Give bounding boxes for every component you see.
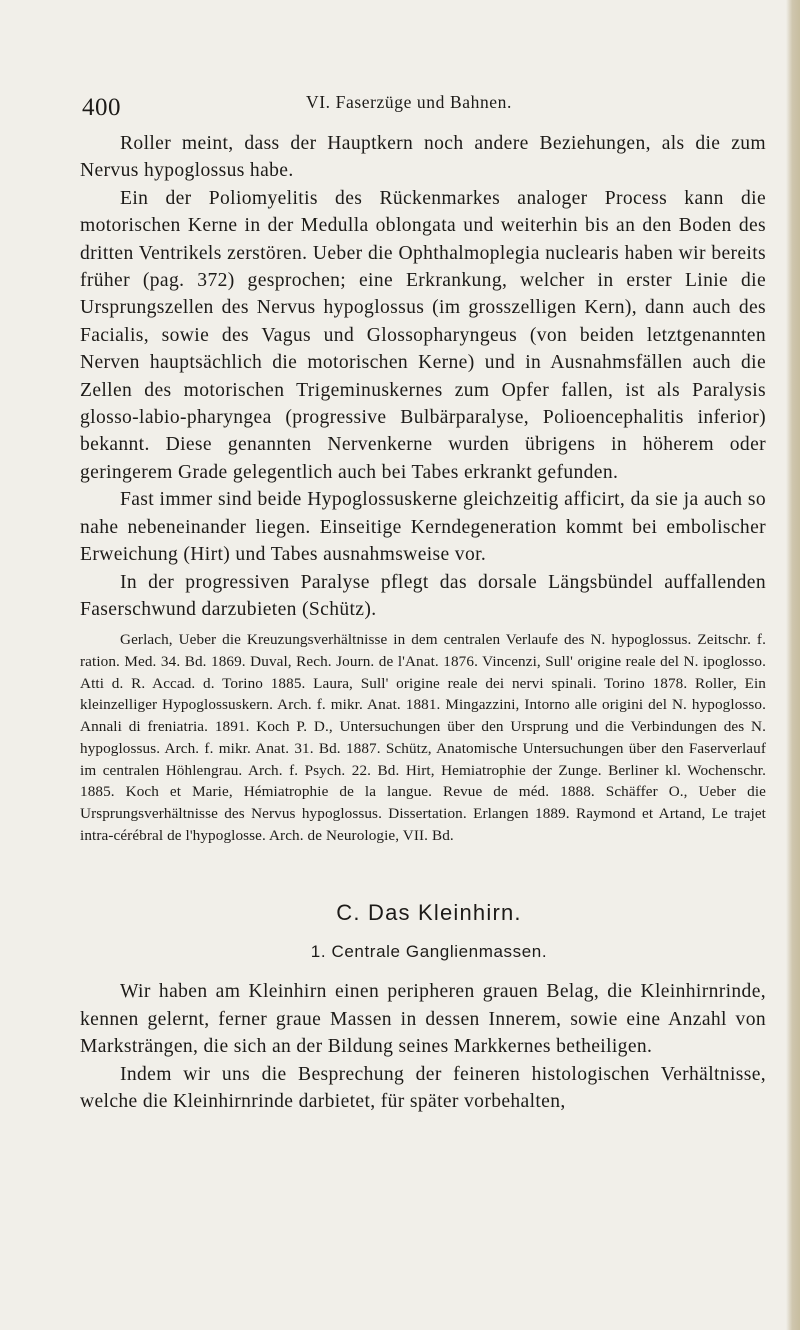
paragraph: Ein der Poliomyelitis des Rückenmarkes analoger Process kann die motorischen Kerne in der Medulla oblongata und weiterhin bis an den Boden des dritten Ventrikels zerstören. Ueber die Ophthalmoplegia nuclearis haben wir bereits früher (pag. 372) gesprochen; eine Erkrankung, welcher in erster Linie die Ursprungszellen des Nervus hypoglossus (im grosszelligen Kern), dann auch des Facialis, sowie des Vagus und Glossopharyngeus (von beiden letztgenannten Nerven hauptsächlich die motorischen Kerne) und in Ausnahmsfällen auch die Zellen des motorischen Trigeminuskernes zum Opfer fallen, ist als Paralysis glosso-labio-pharyngea (progressive Bulbärparalyse, Polioencephalitis inferior) bekannt. Diese genannten Nervenkerne wurden übrigens in höherem oder geringerem Grade gelegentlich auch bei Tabes erkrankt gefunden. — [80, 187, 766, 483]
paragraph: Indem wir uns die Besprechung der feineren histologischen Verhältnisse, welche die Kleinhirnrinde darbietet, für später vorbehalten, — [80, 1063, 766, 1112]
section-text — [80, 978, 766, 1115]
page-header — [80, 86, 766, 130]
page-number: 400 — [82, 94, 121, 121]
references — [80, 629, 766, 846]
running-head: VI. Faserzüge und Bahnen. — [306, 92, 512, 112]
paragraph: In der progressiven Paralyse pflegt das dorsale Längsbündel auffallenden Faserschwund darzubieten (Schütz). — [80, 571, 766, 620]
paragraph: Roller meint, dass der Hauptkern noch andere Beziehungen, als die zum Nervus hypoglossus habe. — [80, 133, 766, 182]
subsection-heading: 1. Centrale Ganglienmassen. — [310, 942, 548, 962]
paragraph: Wir haben am Kleinhirn einen peripheren grauen Belag, die Kleinhirnrinde, kennen gelernt, ferner graue Massen in dessen Innerem, sowie eine Anzahl von Marksträngen, die sich an der Bildung seines Markkernes betheiligen. — [80, 981, 766, 1058]
section-heading: C. Das Kleinhirn. — [336, 900, 522, 926]
main-text — [80, 130, 766, 623]
paragraph: Fast immer sind beide Hypoglossuskerne gleichzeitig afficirt, da sie ja auch so nahe nebeneinander liegen. Einseitige Kerndegeneration kommt bei embolischer Erweichung (Hirt) und Tabes ausnahmsweise vor. — [80, 489, 766, 566]
reference-list: Gerlach, Ueber die Kreuzungsverhältnisse in dem centralen Verlaufe des N. hypoglossus. Zeitschr. f. ration. Med. 34. Bd. 1869. Duval, Rech. Journ. de l'Anat. 1876. Vincenzi, Sull' origine reale del N. ipoglosso. Atti d. R. Accad. d. Torino 1885. Laura, Sull' origine reale dei nervi spinali. Torino 1878. Roller, Ein kleinzelliger Hypoglossuskern. Arch. f. mikr. Anat. 1881. Mingazzini, Intorno alle origini del N. hypoglosso. Annali di freniatria. 1891. Koch P. D., Untersuchungen über den Ursprung und die Verbindungen des N. hypoglossus. Arch. f. mikr. Anat. 31. Bd. 1887. Schütz, Anatomische Untersuchungen über den Faserverlauf im centralen Höhlengrau. Arch. f. Psych. 22. Bd. Hirt, Hemiatrophie der Zunge. Berliner kl. Wochenschr. 1885. Koch et Marie, Hémiatrophie de la langue. Revue de méd. 1888. Schäffer O., Ueber die Ursprungsverhältnisse des Nervus hypoglossus. Dissertation. Erlangen 1889. Raymond et Artand, Le trajet intra-cérébral de l'hypoglosse. Arch. de Neurologie, VII. Bd. — [80, 631, 766, 844]
page-edge-shadow — [786, 0, 800, 1330]
book-page — [80, 86, 766, 1115]
